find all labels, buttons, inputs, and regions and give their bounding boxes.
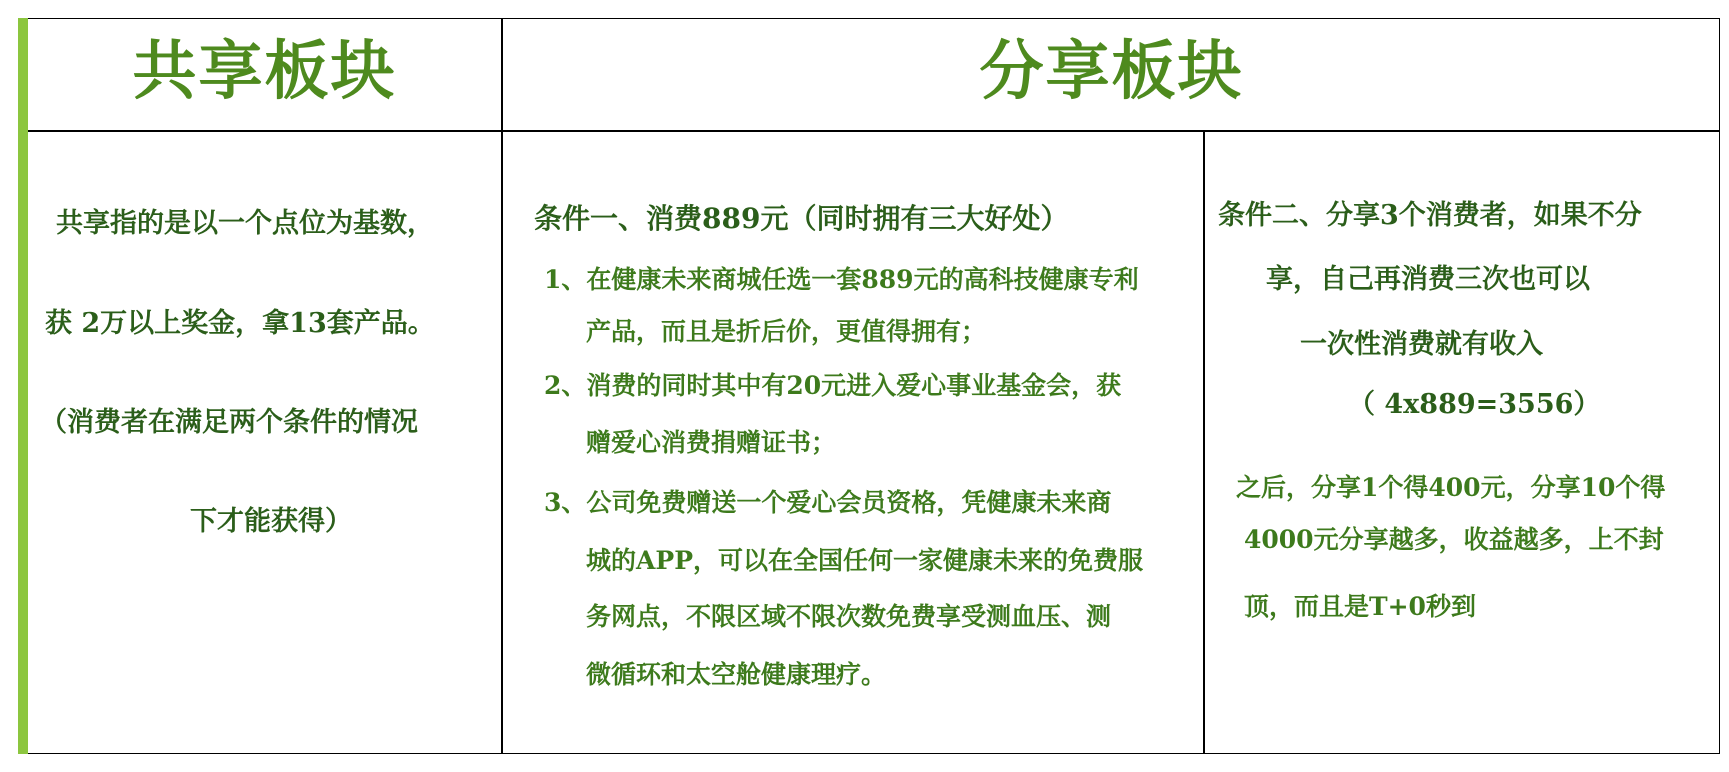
left-line-1: 共享指的是以一个点位为基数， [56,208,434,239]
right-line-7: 顶，而且是T+0秒到 [1244,592,1476,621]
middle-title: 条件一、消费889元（同时拥有三大好处） [534,202,1069,235]
right-line-6: 4000元分享越多，收益越多，上不封 [1244,525,1664,554]
right-line-1: 条件二、分享3个消费者，如果不分 [1218,200,1642,231]
header-divider [28,130,1720,132]
left-line-4: 下才能获得） [190,506,352,537]
accent-bar [18,18,28,754]
left-line-2: 获 2万以上奖金，拿13套产品。 [45,308,435,339]
middle-line-3: 2、消费的同时其中有20元进入爱心事业基金会，获 [544,371,1122,400]
right-line-5: 之后，分享1个得400元，分享10个得 [1236,473,1666,502]
middle-line-7: 务网点，不限区域不限次数免费享受测血压、测 [586,602,1112,631]
right-line-2: 享，自己再消费三次也可以 [1266,264,1590,295]
middle-line-4: 赠爱心消费捐赠证书； [586,428,837,457]
middle-line-8: 微循环和太空舱健康理疗。 [586,660,887,689]
middle-line-5: 3、公司免费赠送一个爱心会员资格，凭健康未来商 [544,488,1112,517]
middle-line-2: 产品，而且是折后价，更值得拥有； [586,317,987,346]
right-line-4: （ 4x889=3556） [1348,389,1601,420]
header-left-title: 共享板块 [132,34,397,109]
left-line-3: （消费者在满足两个条件的情况 [40,407,418,438]
header-right-title: 分享板块 [979,34,1244,109]
right-line-3: 一次性消费就有收入 [1300,329,1543,360]
middle-line-6: 城的APP，可以在全国任何一家健康未来的免费服 [586,546,1143,575]
middle-line-1: 1、在健康未来商城任选一套889元的高科技健康专利 [544,265,1139,294]
divider-left-middle [501,18,503,754]
divider-middle-right [1203,131,1205,754]
